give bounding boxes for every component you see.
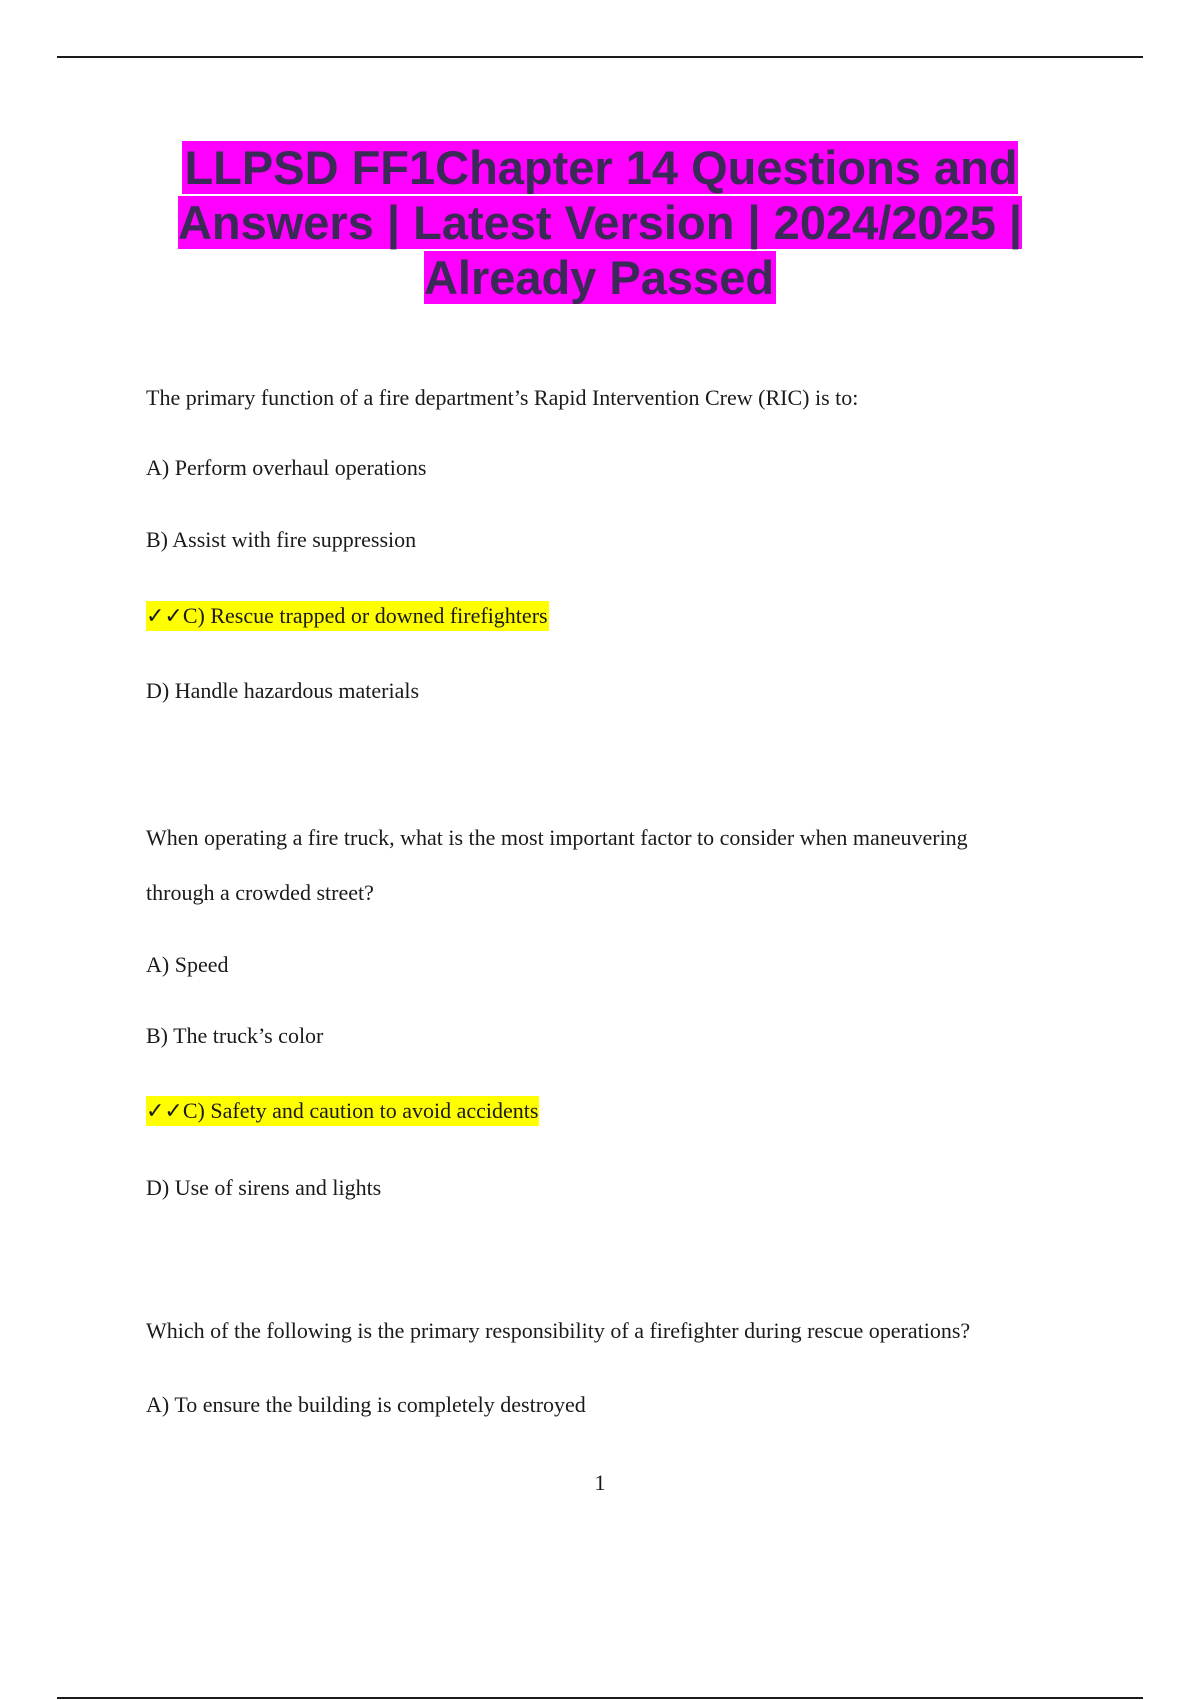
page-number: 1 <box>594 1470 606 1495</box>
question-3-text: Which of the following is the primary responsibility of a firefighter during rescue operations? <box>146 1318 971 1343</box>
question-2-option-a: A) Speed <box>146 952 229 977</box>
bottom-rule <box>57 1697 1143 1699</box>
question-2-option-d: D) Use of sirens and lights <box>146 1175 382 1200</box>
top-rule <box>57 56 1143 58</box>
question-2-text-line-1: When operating a fire truck, what is the most important factor to consider when maneuvering <box>146 825 968 850</box>
title-highlight: LLPSD FF1Chapter 14 Questions and Answers | Latest Version | 2024/2025 | Already Passed <box>177 141 1023 304</box>
answer-highlight: ✓✓C) Rescue trapped or downed firefighters <box>146 601 549 631</box>
question-1-answer <box>146 602 549 630</box>
question-1-option-a: A) Perform overhaul operations <box>146 455 427 480</box>
question-2-answer <box>146 1097 539 1125</box>
document-title <box>140 140 1060 305</box>
question-1-text: The primary function of a fire department’s Rapid Intervention Crew (RIC) is to: <box>146 385 859 410</box>
answer-highlight: ✓✓C) Safety and caution to avoid accidents <box>146 1096 539 1126</box>
question-2-text-line-2: through a crowded street? <box>146 880 374 905</box>
question-1-option-b: B) Assist with fire suppression <box>146 527 417 552</box>
question-3-option-a: A) To ensure the building is completely destroyed <box>146 1392 586 1417</box>
question-2-option-b: B) The truck’s color <box>146 1023 324 1048</box>
question-1-option-d: D) Handle hazardous materials <box>146 678 420 703</box>
